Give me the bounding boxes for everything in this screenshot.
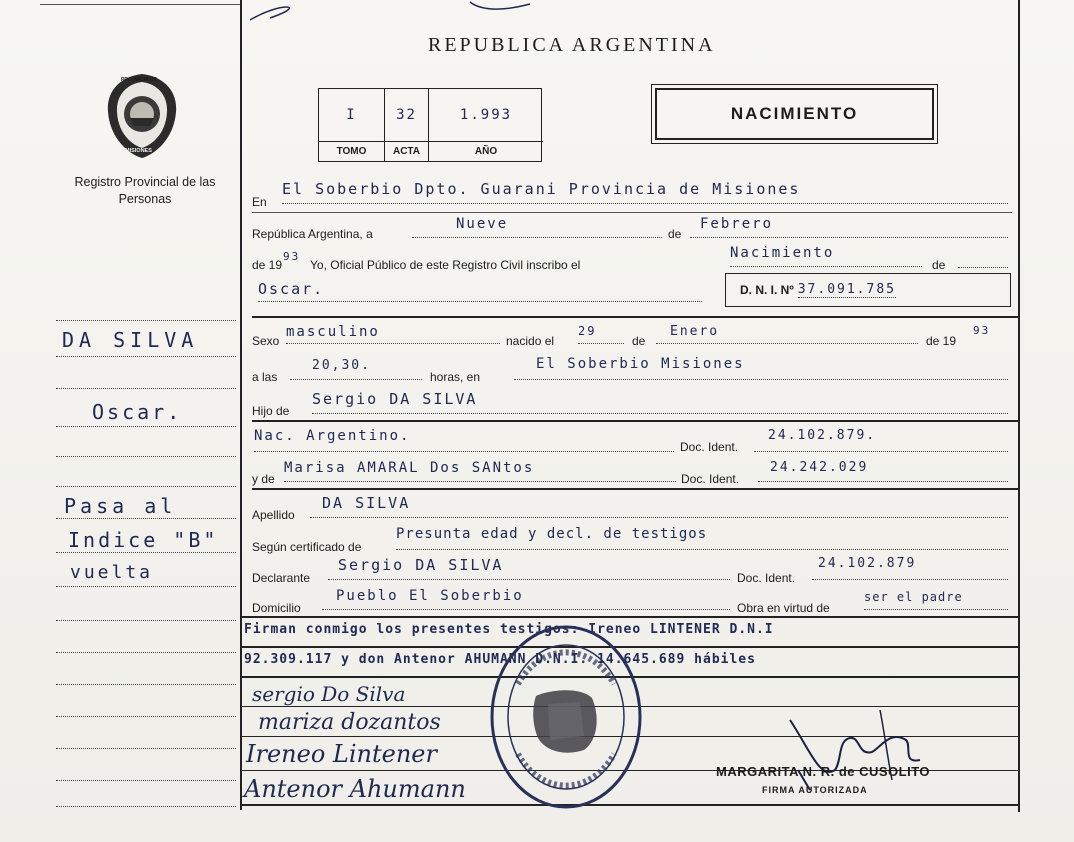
- tomo-label: TOMO: [319, 141, 385, 161]
- value-firman-2: 92.309.117 y don Antenor AHUMANN D.N.I. 14.645.689 hábiles: [244, 652, 756, 667]
- margin-rule-13: [56, 748, 236, 749]
- label-segun: Según certificado de: [252, 540, 362, 554]
- margin-rule-4: [56, 456, 236, 457]
- label-dni: D. N. I. Nº: [740, 283, 794, 297]
- value-declarante: Sergio DA SILVA: [328, 556, 730, 580]
- margin-nombre: Oscar.: [92, 400, 183, 424]
- margin-rule-0: [56, 320, 236, 321]
- value-acto: Nacimiento: [730, 245, 922, 267]
- label-doc1: Doc. Ident.: [680, 440, 739, 454]
- label-de2: de: [932, 258, 946, 272]
- label-de19: de 19: [252, 258, 283, 272]
- rule-madre: [252, 488, 1018, 490]
- document-type: NACIMIENTO: [655, 88, 934, 140]
- label-yde: y de: [252, 472, 275, 486]
- rule-main: [252, 316, 1018, 318]
- value-obra: ser el padre: [864, 590, 1008, 610]
- country-title: REPUBLICA ARGENTINA: [428, 34, 716, 56]
- margin-rule-12: [56, 716, 236, 717]
- label-de19b: de 19: [926, 334, 957, 348]
- margin-nota-1: Pasa al: [64, 494, 177, 518]
- margin-rule-7: [56, 552, 236, 553]
- value-anio: 93: [283, 250, 301, 263]
- value-nac-dia: 29: [578, 324, 624, 344]
- margin-rule-15: [56, 806, 236, 807]
- margin-rule-10: [56, 652, 236, 653]
- label-horas: horas, en: [430, 370, 481, 384]
- top-margin-rule: [40, 4, 240, 5]
- value-nac-mes: Enero: [656, 324, 918, 344]
- authorized-signature-label: FIRMA AUTORIZADA: [762, 785, 868, 795]
- value-madre-doc: 24.242.029: [758, 460, 1008, 482]
- label-hijo: Hijo de: [252, 404, 290, 418]
- value-nombre: Oscar.: [258, 280, 702, 302]
- value-lugar: El Soberbio Dpto. Guarani Provincia de Misiones: [282, 180, 1008, 204]
- label-en: En: [252, 195, 267, 209]
- official-name: MARGARITA N. R. de CUSOLITO: [716, 764, 931, 779]
- label-apellido: Apellido: [252, 508, 295, 522]
- margin-divider: [240, 0, 242, 810]
- top-scribble: [240, 0, 540, 24]
- registry-stamp-icon: [488, 624, 644, 810]
- value-padre-nac: Nac. Argentino.: [254, 428, 674, 452]
- seal-text-bottom: MISIONES: [125, 148, 152, 154]
- value-padre-doc: 24.102.879.: [754, 428, 1008, 452]
- margin-rule-5: [56, 486, 236, 487]
- margin-rule-11: [56, 684, 236, 685]
- label-domicilio: Domicilio: [252, 601, 301, 615]
- value-nac-anio: 93: [973, 324, 991, 337]
- value-mes: Febrero: [690, 216, 1008, 238]
- signature-testigo-2: Antenor Ahumann: [244, 775, 466, 803]
- value-domicilio: Pueblo El Soberbio: [322, 588, 730, 610]
- rule-domicilio: [242, 616, 1018, 618]
- margin-rule-8: [56, 586, 236, 587]
- anio-label: AÑO: [429, 141, 543, 161]
- margin-rule-6: [56, 518, 236, 519]
- label-de: de: [668, 227, 682, 241]
- margin-rule-1: [56, 356, 236, 357]
- margin-rule-14: [56, 780, 236, 781]
- value-madre: Marisa AMARAL Dos SANtos: [284, 460, 676, 482]
- rule-row1: [252, 212, 1012, 213]
- margin-apellido: DA SILVA: [62, 328, 199, 352]
- dni-box: [725, 273, 1011, 307]
- anio-value: 1.993: [459, 107, 513, 123]
- value-dni: 37.091.785: [797, 282, 896, 297]
- signature-padre: sergio Do Silva: [252, 682, 406, 706]
- label-declarante: Declarante: [252, 571, 311, 585]
- right-border: [1018, 0, 1020, 812]
- signature-madre: mariza dozantos: [258, 710, 441, 735]
- registry-name: Registro Provincial de las Personas: [74, 175, 216, 206]
- label-alas: a las: [252, 370, 278, 384]
- tomo-value: I: [319, 89, 385, 141]
- signature-testigo-1: Ireneo Lintener: [246, 740, 437, 768]
- label-de3: de: [632, 334, 646, 348]
- provincial-seal-icon: [104, 72, 180, 160]
- seal-text-top: PROVINCIA DE: [121, 77, 157, 83]
- value-lugar-nac: El Soberbio Misiones: [514, 356, 1008, 380]
- rule-hijo: [252, 420, 1018, 422]
- label-obra: Obra en virtud de: [737, 601, 830, 615]
- margin-rule-3: [56, 426, 236, 427]
- acta-value: 32: [385, 89, 429, 141]
- value-declarante-doc: 24.102.879: [812, 556, 1008, 580]
- value-firman-1: Firman conmigo los presentes testigos: Ireneo LINTENER D.N.I: [244, 622, 774, 637]
- label-oficial: Yo, Oficial Público de este Registro Civil inscribo el: [310, 258, 581, 272]
- value-sexo: masculino: [286, 324, 500, 344]
- value-apellido: DA SILVA: [310, 494, 1008, 518]
- acta-label: ACTA: [385, 141, 429, 161]
- margin-rule-9: [56, 620, 236, 621]
- margin-rule-2: [56, 388, 236, 389]
- label-nacido: nacido el: [506, 334, 555, 348]
- margin-nota-2: Indice "B": [68, 528, 219, 552]
- blank-de2: [958, 256, 1008, 268]
- label-republica: República Argentina, a: [252, 227, 373, 241]
- value-hora: 20,30.: [290, 358, 422, 380]
- label-doc3: Doc. Ident.: [737, 571, 796, 585]
- value-padre: Sergio DA SILVA: [312, 390, 1008, 414]
- value-certificado: Presunta edad y decl. de testigos: [396, 526, 1008, 550]
- label-sexo: Sexo: [252, 334, 280, 348]
- margin-nota-3: vuelta: [70, 562, 154, 583]
- value-dia: Nueve: [412, 216, 662, 238]
- label-doc2: Doc. Ident.: [681, 472, 740, 486]
- record-box: [318, 88, 542, 162]
